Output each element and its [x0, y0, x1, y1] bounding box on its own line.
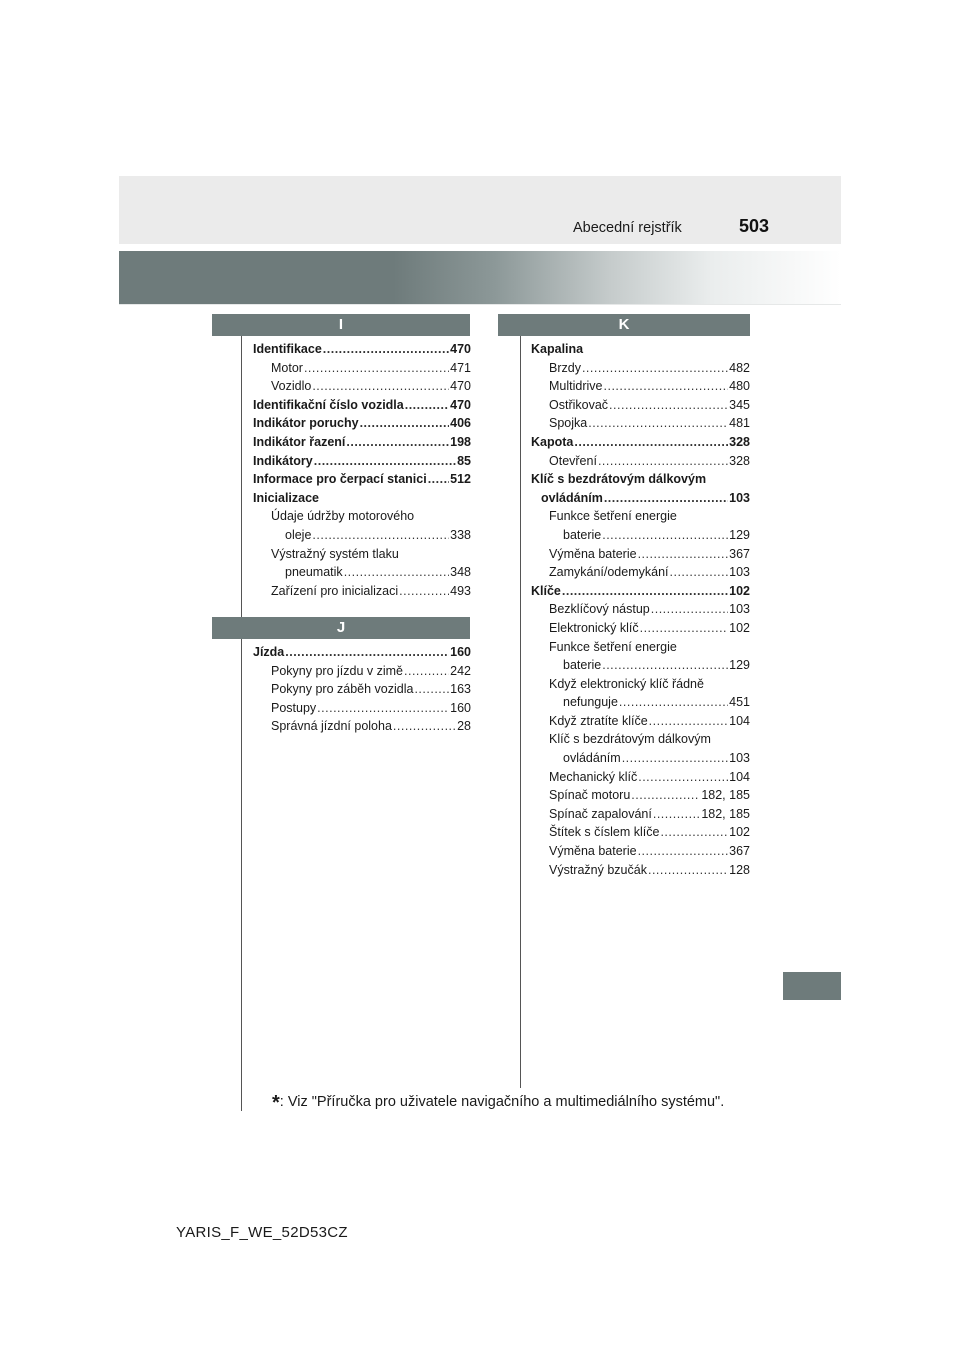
left-column-rule — [241, 334, 242, 1111]
decorative-gradient-bar — [119, 251, 841, 304]
index-entry: baterie ..... 129 — [531, 526, 750, 545]
index-entry: Spojka ..... 481 — [531, 414, 750, 433]
index-entry: Výměna baterie ..... 367 — [531, 842, 750, 861]
index-entry: Klíč s bezdrátovým dálkovým — [549, 732, 711, 747]
index-entry: oleje ..... 338 — [253, 526, 471, 545]
index-entry: Mechanický klíč ..... 104 — [531, 768, 750, 787]
index-entry: baterie ..... 129 — [531, 656, 750, 675]
section-letter: J — [336, 619, 346, 636]
section-letter: K — [618, 316, 630, 333]
index-entry: pneumatik ..... 348 — [253, 563, 471, 582]
index-entry: Indikátor řazení ..... 198 — [253, 433, 471, 452]
middle-column-rule — [520, 334, 521, 1088]
index-entry: Indikátor poruchy ..... 406 — [253, 414, 471, 433]
index-entry: Identifikace ..... 470 — [253, 340, 471, 359]
index-entry: Funkce šetření energie — [549, 509, 677, 524]
index-column-j — [253, 643, 471, 736]
section-header-i — [212, 314, 470, 336]
index-entry: Kapalina — [531, 342, 584, 356]
index-entry: Pokyny pro záběh vozidla ..... 163 — [253, 680, 471, 699]
chapter-tab — [783, 972, 841, 1000]
index-entry: ovládáním ..... 103 — [531, 489, 750, 508]
index-entry: Když ztratíte klíče ..... 104 — [531, 712, 750, 731]
index-entry: Informace pro čerpací stanici ..... 512 — [253, 470, 471, 489]
index-entry: Klíč s bezdrátovým dálkovým — [531, 472, 707, 487]
index-entry: Indikátory ..... 85 — [253, 452, 471, 471]
index-entry: Štítek s číslem klíče ..... 102 — [531, 823, 750, 842]
index-entry: Kapota ..... 328 — [531, 433, 750, 452]
index-entry: Inicializace — [253, 490, 320, 505]
index-entry: Motor ..... 471 — [253, 359, 471, 378]
index-entry: Spínač motoru ..... 182, 185 — [531, 786, 750, 805]
index-entry: Identifikační číslo vozidla ..... 470 — [253, 396, 471, 415]
document-code: YARIS_F_WE_52D53CZ — [176, 1224, 348, 1241]
index-entry: Výstražný bzučák ..... 128 — [531, 861, 750, 880]
index-entry: Jízda ..... 160 — [253, 643, 471, 662]
index-entry: nefunguje ..... 451 — [531, 693, 750, 712]
index-entry: Správná jízdní poloha ..... 28 — [253, 717, 471, 736]
footnote — [272, 1092, 724, 1115]
index-entry: Elektronický klíč ..... 102 — [531, 619, 750, 638]
index-entry: Multidrive ..... 480 — [531, 377, 750, 396]
index-entry: ovládáním ..... 103 — [531, 749, 750, 768]
index-entry: Funkce šetření energie — [549, 639, 677, 654]
index-entry: Když elektronický klíč řádně — [549, 676, 704, 691]
gradient-divider — [119, 304, 841, 305]
index-entry: Vozidlo ..... 470 — [253, 377, 471, 396]
index-entry: Výstražný systém tlaku — [271, 546, 399, 561]
index-entry: Údaje údržby motorového — [271, 509, 415, 524]
index-entry: Pokyny pro jízdu v zimě ..... 242 — [253, 662, 471, 681]
index-entry: Spínač zapalování ..... 182, 185 — [531, 805, 750, 824]
footnote-text: : Viz "Příručka pro uživatele navigačního a multimediálního systému". — [279, 1094, 725, 1110]
index-column-i — [253, 340, 471, 600]
index-column-k — [531, 340, 750, 879]
index-entry: Zařízení pro inicializaci ..... 493 — [253, 582, 471, 601]
index-entry: Ostřikovač ..... 345 — [531, 396, 750, 415]
index-entry: Bezklíčový nástup ..... 103 — [531, 600, 750, 619]
index-entry: Otevření ..... 328 — [531, 452, 750, 471]
index-entry: Zamykání/odemykání ..... 103 — [531, 563, 750, 582]
header-band — [119, 176, 841, 244]
index-entry: Výměna baterie ..... 367 — [531, 545, 750, 564]
section-header-k — [498, 314, 750, 336]
page-title: Abecední rejstřík — [573, 220, 682, 236]
page-number: 503 — [739, 216, 770, 236]
section-letter: I — [338, 316, 344, 333]
footnote-star: * — [272, 1092, 280, 1114]
index-entry: Klíče ..... 102 — [531, 582, 750, 601]
index-entry: Postupy ..... 160 — [253, 699, 471, 718]
index-entry: Brzdy ..... 482 — [531, 359, 750, 378]
section-header-j — [212, 617, 470, 639]
